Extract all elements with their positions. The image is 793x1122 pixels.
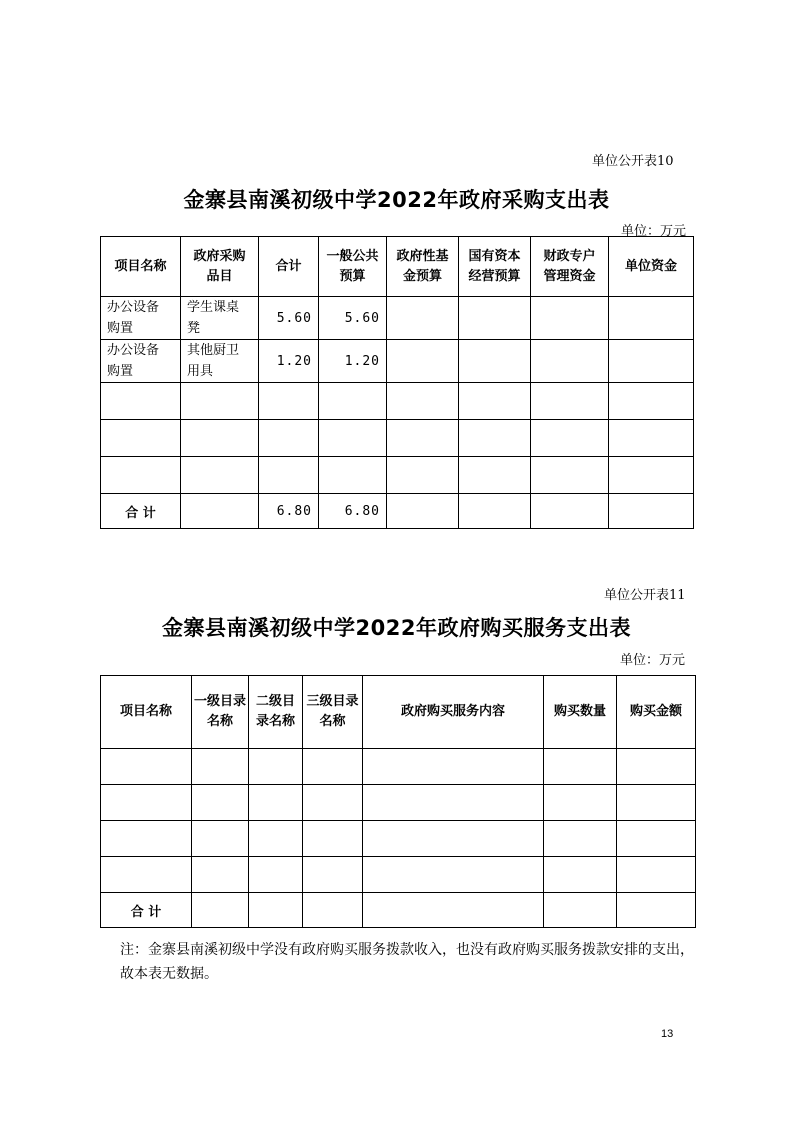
table-cell <box>459 340 531 383</box>
total-cell: 6.80 <box>319 494 387 529</box>
total-label: 合 计 <box>101 494 181 529</box>
table-cell <box>609 383 694 420</box>
table-cell <box>544 821 617 857</box>
table-cell: 1.20 <box>259 340 319 383</box>
table-cell <box>617 785 696 821</box>
table-cell <box>101 821 192 857</box>
table11-header-0: 项目名称 <box>101 676 192 749</box>
table-cell <box>363 749 544 785</box>
table-row <box>101 340 694 383</box>
table-cell <box>609 340 694 383</box>
table-cell <box>319 457 387 494</box>
table11-header-6: 购买金额 <box>617 676 696 749</box>
table-cell <box>101 457 181 494</box>
table-cell <box>531 297 609 340</box>
total-cell <box>181 494 259 529</box>
table-cell <box>192 749 249 785</box>
total-cell <box>544 893 617 928</box>
total-cell <box>531 494 609 529</box>
table-cell <box>609 420 694 457</box>
table11-unit: 单位：万元 <box>620 653 686 668</box>
table-cell <box>101 749 192 785</box>
table10-tag: 单位公开表10 <box>592 154 674 169</box>
total-label: 合 计 <box>101 893 192 928</box>
table-cell <box>192 821 249 857</box>
total-row <box>101 494 694 529</box>
table11-header-2: 二级目 录名称 <box>249 676 303 749</box>
table-row <box>101 749 696 785</box>
table-cell <box>303 857 363 893</box>
table-cell <box>249 821 303 857</box>
table-cell <box>363 821 544 857</box>
table-cell <box>459 420 531 457</box>
table-cell <box>363 785 544 821</box>
table-cell <box>459 457 531 494</box>
table-cell <box>249 749 303 785</box>
table-cell <box>249 785 303 821</box>
table-cell <box>387 340 459 383</box>
table-cell <box>249 857 303 893</box>
table-cell <box>192 785 249 821</box>
table-cell <box>181 383 259 420</box>
table-cell: 1.20 <box>319 340 387 383</box>
table-cell <box>181 420 259 457</box>
table11-note: 注：金寨县南溪初级中学没有政府购买服务拨款收入，也没有政府购买服务拨款安排的支出，故本表无数据。 <box>120 942 694 982</box>
table-cell <box>609 457 694 494</box>
table-cell <box>101 420 181 457</box>
table-cell: 办公设备 购置 <box>101 297 181 340</box>
table-row <box>101 457 694 494</box>
table10-header-3: 一般公共 预算 <box>319 237 387 297</box>
table-cell <box>531 420 609 457</box>
table-cell <box>259 383 319 420</box>
table10-header-4: 政府性基 金预算 <box>387 237 459 297</box>
total-cell <box>192 893 249 928</box>
table-row <box>101 420 694 457</box>
table10-unit: 单位：万元 <box>621 224 687 239</box>
total-cell <box>609 494 694 529</box>
table-cell <box>387 457 459 494</box>
table-cell <box>459 297 531 340</box>
total-cell <box>303 893 363 928</box>
table-cell <box>303 821 363 857</box>
table-cell: 办公设备 购置 <box>101 340 181 383</box>
table11-header-1: 一级目录 名称 <box>192 676 249 749</box>
table-cell <box>387 297 459 340</box>
table-cell <box>387 383 459 420</box>
table-cell <box>531 457 609 494</box>
total-cell <box>363 893 544 928</box>
page-number: 13 <box>661 1028 674 1040</box>
table-row <box>101 383 694 420</box>
table11-title: 金寨县南溪初级中学2022年政府购买服务支出表 <box>162 616 631 640</box>
table-cell: 其他厨卫 用具 <box>181 340 259 383</box>
table-cell <box>303 785 363 821</box>
table-cell <box>617 821 696 857</box>
table-cell <box>544 749 617 785</box>
table-cell <box>101 383 181 420</box>
table10-header-1: 政府采购 品目 <box>181 237 259 297</box>
table-cell: 学生课桌 凳 <box>181 297 259 340</box>
table10-title: 金寨县南溪初级中学2022年政府采购支出表 <box>183 188 610 212</box>
total-cell <box>617 893 696 928</box>
table-cell: 5.60 <box>259 297 319 340</box>
table-cell <box>319 420 387 457</box>
service-purchase-table <box>100 675 696 928</box>
table-row <box>101 857 696 893</box>
table-cell <box>387 420 459 457</box>
table-cell: 5.60 <box>319 297 387 340</box>
table10-header-2: 合计 <box>259 237 319 297</box>
total-cell <box>459 494 531 529</box>
table11-header-4: 政府购买服务内容 <box>363 676 544 749</box>
table11-header-3: 三级目录 名称 <box>303 676 363 749</box>
table-row <box>101 785 696 821</box>
table-cell <box>259 457 319 494</box>
total-cell <box>249 893 303 928</box>
total-cell: 6.80 <box>259 494 319 529</box>
table-cell <box>303 749 363 785</box>
table10-header-6: 财政专户 管理资金 <box>531 237 609 297</box>
table-cell <box>363 857 544 893</box>
total-cell <box>387 494 459 529</box>
table-row <box>101 821 696 857</box>
table-cell <box>617 857 696 893</box>
table-cell <box>617 749 696 785</box>
table-cell <box>101 785 192 821</box>
table-cell <box>192 857 249 893</box>
table-cell <box>544 857 617 893</box>
table-cell <box>531 383 609 420</box>
table-cell <box>319 383 387 420</box>
table-cell <box>544 785 617 821</box>
table-row <box>101 297 694 340</box>
table-cell <box>459 383 531 420</box>
table-cell <box>259 420 319 457</box>
table-cell <box>181 457 259 494</box>
total-row <box>101 893 696 928</box>
table10-header-0: 项目名称 <box>101 237 181 297</box>
table11-tag: 单位公开表11 <box>604 588 686 603</box>
procurement-table <box>100 236 694 529</box>
table-cell <box>101 857 192 893</box>
table11-header-5: 购买数量 <box>544 676 617 749</box>
table-cell <box>531 340 609 383</box>
table-cell <box>609 297 694 340</box>
table10-header-5: 国有资本 经营预算 <box>459 237 531 297</box>
table10-header-7: 单位资金 <box>609 237 694 297</box>
